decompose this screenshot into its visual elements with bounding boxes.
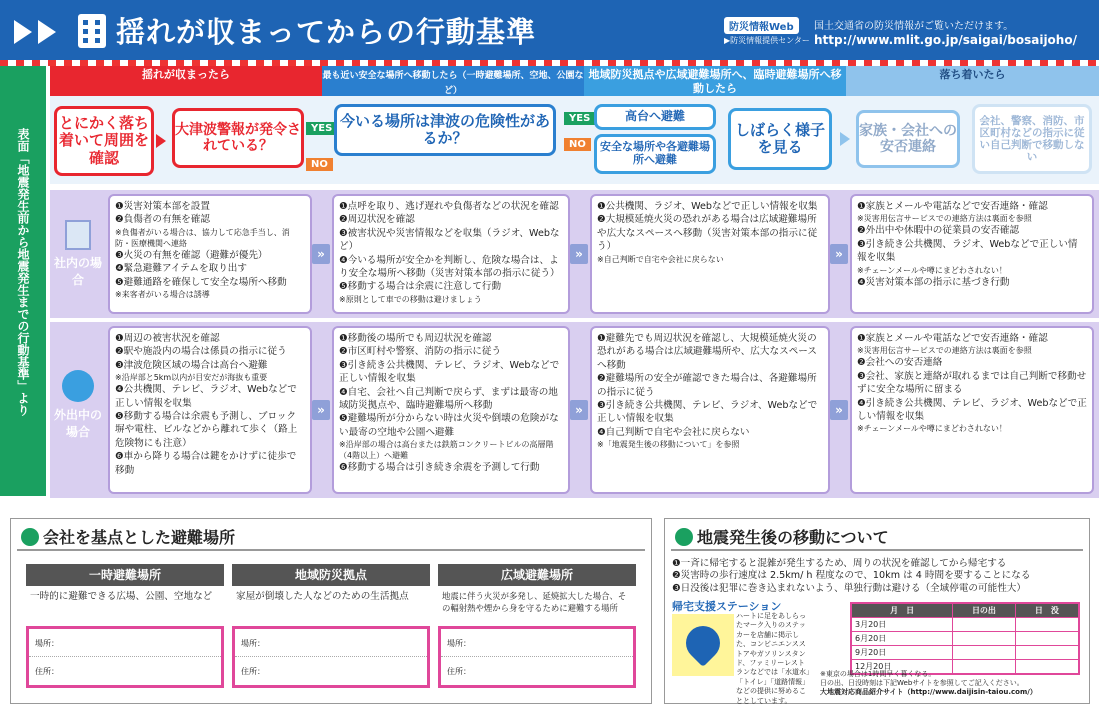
outside-step-2: ❶移動後の場所でも周辺状況を確認 ❷市区町村や警察、消防の指示に従う ❸引き続き公共機関、テレビ、ラジオ、Webなどで正しい情報を収集 ❹自宅、会社へ自己判断で戻らず、まずは最寄の地域防災拠点や、臨時避難場所へ移動 ❺避難場所が分からない時は火災や倒壊の危険がない最寄の空地や公園へ避難 ※沿岸部の場合は高台または鉄筋コンクリートビルの高層階（4階以上）へ避難 ❻移動する場合は引き続き余震を予測して行動 (332, 326, 570, 494)
support-station-desc: ハートに足をあしらったマーク入りのステッカーを店舗に掲示した、コンビニエンスストアやガソリンスタンド、ファミリーレストランなどでは「水道水」「トイレ」「道路情報」などの提供に努めることとしています。 (736, 612, 810, 705)
movement-title: 地震発生後の移動について (675, 525, 889, 548)
arrow-right-icon (156, 134, 166, 148)
place-field[interactable]: 場所： (235, 629, 427, 657)
sunrise-table: 月 日 日の出 日 没 3月20日 6月20日 9月20日 12月20日 (850, 602, 1080, 675)
header-bar (0, 0, 1099, 64)
address-field[interactable]: 住所： (35, 667, 59, 676)
place-field[interactable]: 場所： (29, 629, 221, 657)
web-subtitle: ▶防災情報提供センター (724, 36, 810, 45)
evac-card-form (26, 626, 224, 688)
earth-icon (675, 528, 693, 546)
flow-danger-question: 今いる場所は津波の危険性があるか？ (334, 104, 556, 156)
footnotes: ※東京の場合は1時間早く暮くなる。 日の出、日没時刻は下記Webサイトを参照してご記入ください。 大地震対応商品紹介サイト（http://www.daijisin-taiou.com/） (820, 670, 1037, 696)
office-step-1: ❶災害対策本部を設置 ❷負傷者の有無を確認 ※負傷者がいる場合は、協力して応急手当し、消防・医療機関へ連絡 ❸火災の有無を確認（避難が優先） ❹緊急避難アイテムを取り出す ❺避難通路を確保して安全な場所へ移動 ※来客者がいる場合は誘導 (108, 194, 312, 314)
flow-tsunami-warning: 大津波警報が発令されている？ (172, 108, 304, 168)
evac-card-desc: 一時的に避難できる広場、公園、空地など (30, 591, 213, 602)
web-info-box (718, 14, 1090, 52)
evac-card-head: 広域避難場所 (438, 564, 636, 586)
yes-label-2: YES (564, 112, 595, 125)
evac-card-form (232, 626, 430, 688)
phase-2: 最も近い安全な場所へ移動したら（一時避難場所、空地、公園など） (322, 66, 584, 96)
evac-card-temporary (26, 564, 224, 688)
phase-1: 揺れが収まったら (50, 66, 322, 96)
web-url[interactable]: http://www.mlit.go.jp/saigai/bosaijoho/ (814, 33, 1077, 47)
next-arrow-icon: » (312, 244, 330, 264)
flow-follow: 会社、警察、消防、市区町村などの指示に従い自己判断で移動しない (972, 104, 1092, 174)
phase-4: 落ち着いたら (846, 66, 1099, 96)
next-arrow-icon: » (830, 400, 848, 420)
evac-card-desc: 家屋が倒壊した人などのための生活拠点 (236, 591, 409, 602)
evac-card-head: 地域防災拠点 (232, 564, 430, 586)
flow-calm: とにかく落ち着いて周囲を確認 (54, 106, 154, 176)
next-arrow-icon: » (830, 244, 848, 264)
phase-3: 地域防災拠点や広域避難場所へ、臨時避難場所へ移動したら (584, 66, 846, 96)
heart-icon (679, 619, 727, 667)
divider (671, 549, 1083, 551)
outside-step-1: ❶周辺の被害状況を確認 ❷駅や施設内の場合は係員の指示に従う ❸津波危険区域の場合は高台へ避難 ※沿岸部と5km以内が目安だが海抜も重要 ❹公共機関、テレビ、ラジオ、Webなどで正しい情報を収集 ❺移動する場合は余震も予測し、ブロック塀や電柱、ビルなどから離れて歩く（路上危険物にも注意） ❻車から降りる場合は鍵をかけずに徒歩で移動 (108, 326, 312, 494)
yes-label-1: YES (306, 122, 337, 135)
office-step-4: ❶家族とメールや電話などで安否連絡・確認 ※災害用伝言サービスでの連絡方法は裏面を参照 ❷外出中や休暇中の従業員の安否確認 ❸引き続き公共機関、ラジオ、Webなどで正しい情報を収集 ※チェーンメールや噂にまどわされない！ ❹災害対策本部の指示に基づき行動 (850, 194, 1094, 314)
office-step-2: ❶点呼を取り、逃げ遅れや負傷者などの状況を確認 ❷周辺状況を確認 ❸被害状況や災害情報などを収集（ラジオ、Webなど） ❹今いる場所が安全かを判断し、危険な場合は、より安全な場所へ移動（災害対策本部の指示に従う） ❺移動する場合は余震に注意して行動 ※原則として車での移動は避けましょう (332, 194, 570, 314)
place-field[interactable]: 場所： (441, 629, 633, 657)
web-description: 国土交通省の防災情報がご覧いただけます。 (814, 21, 1014, 32)
next-arrow-icon: » (312, 400, 330, 420)
play-arrow-icon (14, 20, 32, 44)
evac-card-form (438, 626, 636, 688)
building-icon (65, 220, 91, 250)
flow-family: 家族・会社への安否連絡 (856, 110, 960, 168)
divider (17, 549, 645, 551)
evac-card-wide (438, 564, 636, 688)
no-label-2: NO (564, 138, 591, 151)
next-arrow-icon: » (570, 400, 588, 420)
outside-step-4: ❶家族とメールや電話などで安否連絡・確認 ※災害用伝言サービスでの連絡方法は裏面を参照 ❷会社への安否連絡 ❸会社、家族と連絡が取れるまでは自己判断で移動せずに安全な場所に留まる ❹引き続き公共機関、テレビ、ラジオ、Webなどで正しい情報を収集 ※チェーンメールや噂にまどわされない！ (850, 326, 1094, 494)
web-badge: 防災情報Web (724, 17, 799, 34)
address-field[interactable]: 住所： (241, 667, 265, 676)
office-step-3: ❶公共機関、ラジオ、Webなどで正しい情報を収集 ❷大規模延焼火災の恐れがある場合は広域避難場所や広大なスペースへ移動（災害対策本部の指示に従う） ※自己判断で自宅や会社に戻らない (590, 194, 830, 314)
building-icon (78, 14, 106, 48)
side-label: 表面「地震発生前から地震発生までの行動基準」より (0, 66, 46, 496)
evac-card-local (232, 564, 430, 688)
flow-high-ground: 高台へ避難 (594, 104, 716, 130)
movement-tips: ❶一斉に帰宅すると混雑が発生するため、周りの状況を確認してから帰宅する ❷災害時の歩行速度は 2.5km/ h 程度なので、10km は 4 時間を要することになる ❸日没後は犯罪に巻き込まれないよう、単独行動は避ける（全域停電の可能性大） (672, 558, 1031, 594)
evac-card-desc: 地震に伴う火災が多発し、延焼拡大した場合、その輻射熱や煙から身を守るために避難する場所 (442, 591, 627, 613)
flow-safe-place: 安全な場所や各避難場所へ避難 (594, 134, 716, 174)
next-arrow-icon: » (570, 244, 588, 264)
flow-wait: しばらく様子を見る (728, 108, 832, 170)
outside-step-3: ❶避難先でも周辺状況を確認し、大規模延焼火災の恐れがある場合は広域避難場所や、広大なスペースへ移動 ❷避難場所の安全が確認できた場合は、各避難場所の指示に従う ❸引き続き公共機関、テレビ、ラジオ、Webなどで正しい情報を収集 ❹自己判断で自宅や会社に戻らない ※「地震発生後の移動について」を参照 (590, 326, 830, 494)
page-title: 揺れが収まってからの行動基準 (116, 15, 537, 49)
support-station-logo-icon (672, 614, 734, 676)
row-office-label: 社内の場合 (50, 220, 106, 288)
row-outside-label: 外出中の場合 (50, 370, 106, 440)
evacuation-title: 会社を基点とした避難場所 (21, 525, 235, 548)
car-icon (62, 370, 94, 402)
arrow-right-icon (840, 132, 850, 146)
play-arrow-icon (38, 20, 56, 44)
address-field[interactable]: 住所： (447, 667, 471, 676)
evac-card-head: 一時避難場所 (26, 564, 224, 586)
support-station-title: 帰宅支援ステーション (672, 600, 782, 613)
no-label-1: NO (306, 158, 333, 171)
earth-icon (21, 528, 39, 546)
